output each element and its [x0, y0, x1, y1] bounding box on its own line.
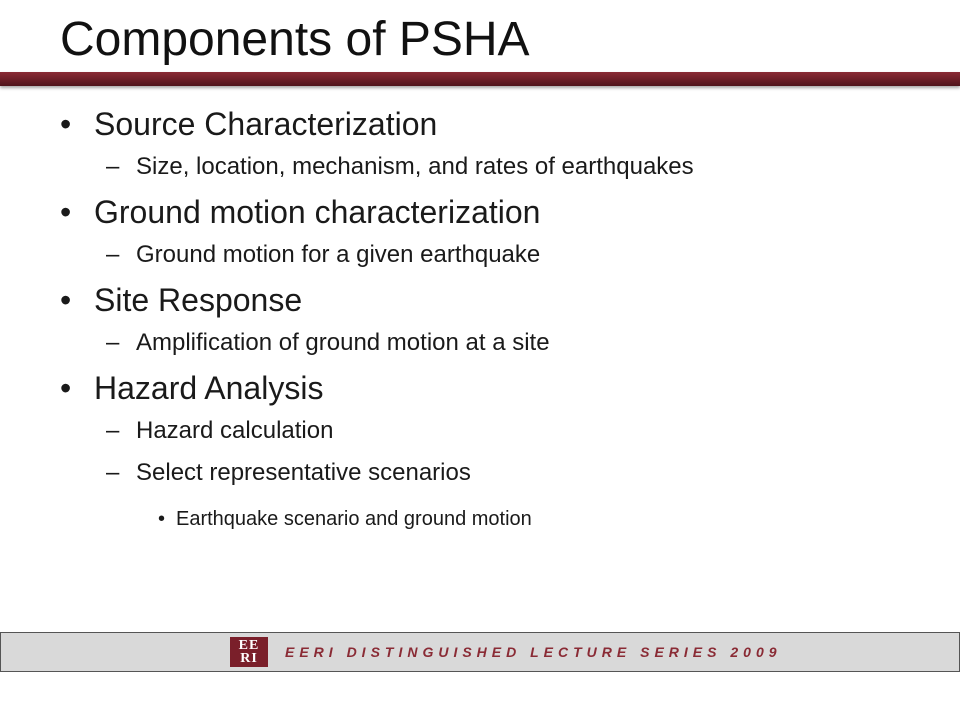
dash-glyph: – [106, 329, 120, 356]
sub-bullet-item [106, 328, 550, 358]
bullet-item [60, 280, 302, 320]
bullet-glyph: • [60, 194, 72, 230]
bullet-text: Site Response [94, 282, 303, 318]
dash-glyph: – [106, 241, 120, 268]
sub-bullet-text: Ground motion for a given earthquake [136, 241, 541, 268]
bullet-text: Ground motion characterization [94, 194, 541, 230]
bullet-item [60, 104, 437, 144]
bullet-glyph: • [158, 508, 166, 530]
logo-bottom-text: RI [240, 651, 258, 666]
sub-bullet-text: Hazard calculation [136, 417, 334, 444]
sub-bullet-item [106, 416, 333, 446]
bullet-glyph: • [60, 106, 72, 142]
dash-glyph: – [106, 153, 120, 180]
bullet-glyph: • [60, 282, 72, 318]
dash-glyph: – [106, 459, 120, 486]
sub-sub-bullet-item [158, 506, 532, 532]
bullet-glyph: • [60, 370, 72, 406]
sub-bullet-text: Amplification of ground motion at a site [136, 329, 550, 356]
slide-title: Components of PSHA [60, 13, 530, 66]
sub-bullet-item [106, 240, 540, 270]
logo-top-text: EE [238, 638, 260, 653]
bullet-item [60, 192, 540, 232]
sub-bullet-text: Select representative scenarios [136, 459, 471, 486]
eeri-logo [230, 637, 268, 667]
lecture-series-label: EERI DISTINGUISHED LECTURE SERIES 2009 [285, 644, 782, 660]
bullet-text: Source Characterization [94, 106, 438, 142]
sub-bullet-item [106, 152, 694, 182]
sub-bullet-text: Size, location, mechanism, and rates of earthquakes [136, 153, 694, 180]
bullet-item [60, 368, 323, 408]
title-underline-bar [0, 72, 960, 86]
dash-glyph: – [106, 417, 120, 444]
sub-bullet-item [106, 458, 471, 488]
bullet-text: Hazard Analysis [94, 370, 324, 406]
footer-bar [0, 632, 960, 672]
sub-sub-bullet-text: Earthquake scenario and ground motion [176, 508, 532, 530]
